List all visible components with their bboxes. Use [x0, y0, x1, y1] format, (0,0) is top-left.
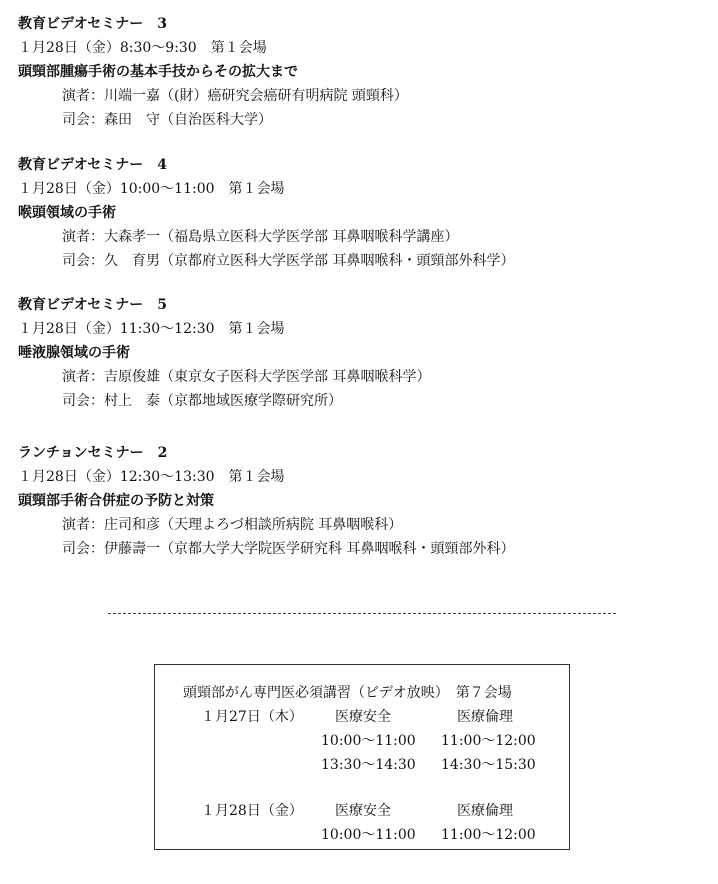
seminar-title: 喉頭領域の手術	[18, 205, 116, 221]
seminar-speaker: 演者：大森孝一（福島県立医科大学医学部 耳鼻咽喉科学講座）	[62, 229, 459, 245]
seminar-title: 頭頸部手術合併症の予防と対策	[18, 493, 214, 509]
seminar-heading: 教育ビデオセミナー 5	[18, 297, 168, 313]
seminar-chair: 司会：村上 泰（京都地域医療学際研究所）	[62, 393, 342, 409]
box-time-cell: 11:00～12:00	[441, 733, 536, 749]
box-time-cell: 13:30～14:30	[321, 757, 416, 773]
seminar-datetime: １月28日（金）8:30～9:30 第１会場	[18, 40, 267, 56]
box-title: 頭頸部がん専門医必須講習（ビデオ放映） 第７会場	[183, 685, 512, 701]
box-time-cell: 11:00～12:00	[441, 827, 536, 843]
seminar-datetime: １月28日（金）11:30～12:30 第１会場	[18, 321, 285, 337]
seminar-datetime: １月28日（金）12:30～13:30 第１会場	[18, 469, 285, 485]
seminar-title: 唾液腺領域の手術	[18, 345, 130, 361]
box-col-ethics-label: 医療倫理	[457, 803, 513, 819]
seminar-heading: 教育ビデオセミナー 4	[18, 157, 168, 173]
seminar-title: 頭頸部腫瘍手術の基本手技からその拡大まで	[18, 64, 298, 80]
seminar-chair: 司会：伊藤壽一（京都大学大学院医学研究科 耳鼻咽喉科・頭頸部外科）	[62, 541, 515, 557]
seminar-heading: ランチョンセミナー 2	[18, 445, 168, 461]
box-time-cell: 10:00～11:00	[321, 827, 416, 843]
seminar-speaker: 演者：川端一嘉（(財）癌研究会癌研有明病院 頭頸科）	[62, 88, 408, 104]
box-day-date: １月28日（金）	[201, 803, 303, 819]
seminar-speaker: 演者：庄司和彦（天理よろづ相談所病院 耳鼻咽喉科）	[62, 517, 403, 533]
seminar-chair: 司会：久 育男（京都府立医科大学医学部 耳鼻咽喉科・頭頸部外科学）	[62, 253, 515, 269]
seminar-chair: 司会：森田 守（自治医科大学）	[62, 112, 272, 128]
box-col-safety-label: 医療安全	[335, 803, 391, 819]
seminar-speaker: 演者：吉原俊雄（東京女子医科大学医学部 耳鼻咽喉科学）	[62, 369, 431, 385]
box-col-ethics-label: 医療倫理	[457, 709, 513, 725]
dashed-divider	[108, 613, 616, 614]
box-time-cell: 10:00～11:00	[321, 733, 416, 749]
specialist-course-box	[154, 664, 570, 850]
box-col-safety-label: 医療安全	[335, 709, 391, 725]
box-day-date: １月27日（木）	[201, 709, 303, 725]
box-time-cell: 14:30～15:30	[441, 757, 536, 773]
seminar-heading: 教育ビデオセミナー 3	[18, 16, 168, 32]
seminar-datetime: １月28日（金）10:00～11:00 第１会場	[18, 181, 285, 197]
